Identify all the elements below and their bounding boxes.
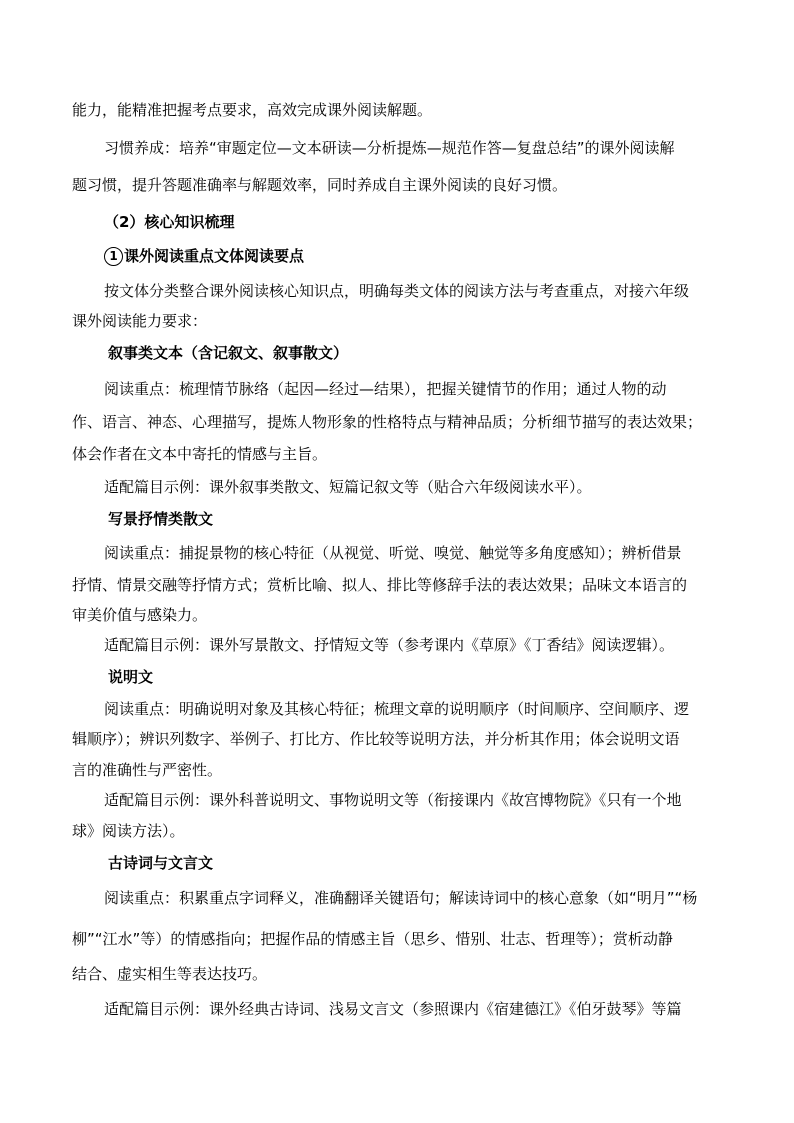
narrative-example: 适配篇目示例：课外叙事类散文、短篇记叙文等（贴合六年级阅读水平）。 <box>104 478 592 496</box>
subsection-title <box>104 245 724 267</box>
classical-focus-line-2: 柳”“江水”等）的情感指向；把握作品的情感主旨（思乡、惜别、壮志、哲理等）；赏析动静 <box>72 930 673 948</box>
classical-example-line-1: 适配篇目示例：课外经典古诗词、浅易文言文（参照课内《宿建德江》《伯牙鼓琴》等篇 <box>104 1000 682 1018</box>
scenery-focus-line-2: 抒情、情景交融等抒情方式；赏析比喻、拟人、排比等修辞手法的表达效果；品味文本语言的 <box>72 576 688 594</box>
habit-paragraph-line-2: 题习惯，提升答题准确率与解题效率，同时养成自主课外阅读的良好习惯。 <box>72 176 568 194</box>
classical-focus-line-3: 结合、虚实相生等表达技巧。 <box>72 965 268 983</box>
expository-focus-line-2: 辑顺序）；辨识列数字、举例子、打比方、作比较等说明方法，并分析其作用；体会说明文语 <box>72 730 680 748</box>
scenery-focus-line-3: 审美价值与感染力。 <box>72 606 208 624</box>
expository-focus-line-1: 阅读重点：明确说明对象及其核心特征；梳理文章的说明顺序（时间顺序、空间顺序、逻 <box>104 700 690 718</box>
intro-line-1: 按文体分类整合课外阅读核心知识点，明确每类文体的阅读方法与考查重点，对接六年级 <box>104 282 690 300</box>
scenery-focus-line-1: 阅读重点：捕捉景物的核心特征（从视觉、听觉、嗅觉、触觉等多角度感知）；辨析借景 <box>104 544 682 562</box>
expository-heading: 说明文 <box>108 668 154 686</box>
narrative-heading: 叙事类文本（含记叙文、叙事散文） <box>108 344 349 362</box>
classical-heading: 古诗词与文言文 <box>108 854 214 872</box>
expository-example-line-2: 球》阅读方法）。 <box>72 822 185 840</box>
scenery-heading: 写景抒情类散文 <box>108 510 214 528</box>
section-title: （2）核心知识梳理 <box>104 213 235 231</box>
habit-paragraph-line-1: 习惯养成：培养“审题定位—文本研读—分析提炼—规范作答—复盘总结”的课外阅读解 <box>104 139 675 157</box>
narrative-focus-line-3: 体会作者在文本中寄托的情感与主旨。 <box>72 445 328 463</box>
narrative-focus-line-1: 阅读重点：梳理情节脉络（起因—经过—结果），把握关键情节的作用；通过人物的动 <box>104 380 667 398</box>
classical-focus-line-1: 阅读重点：积累重点字词释义，准确翻译关键语句；解读诗词中的核心意象（如“明月”“杨 <box>104 889 698 907</box>
expository-focus-line-3: 言的准确性与严密性。 <box>72 761 223 779</box>
intro-line-2: 课外阅读能力要求： <box>72 312 208 330</box>
paragraph-continuation: 能力，能精准把握考点要求，高效完成课外阅读解题。 <box>72 101 433 119</box>
circled-number: 1 <box>104 247 123 266</box>
expository-example-line-1: 适配篇目示例：课外科普说明文、事物说明文等（衔接课内《故宫博物院》《只有一个地 <box>104 791 682 809</box>
scenery-example: 适配篇目示例：课外写景散文、抒情短文等（参考课内《草原》《丁香结》阅读逻辑）。 <box>104 636 675 654</box>
subsection-title-text: 课外阅读重点文体阅读要点 <box>124 247 305 265</box>
narrative-focus-line-2: 作、语言、神态、心理描写，提炼人物形象的性格特点与精神品质；分析细节描写的表达效果； <box>72 413 703 431</box>
